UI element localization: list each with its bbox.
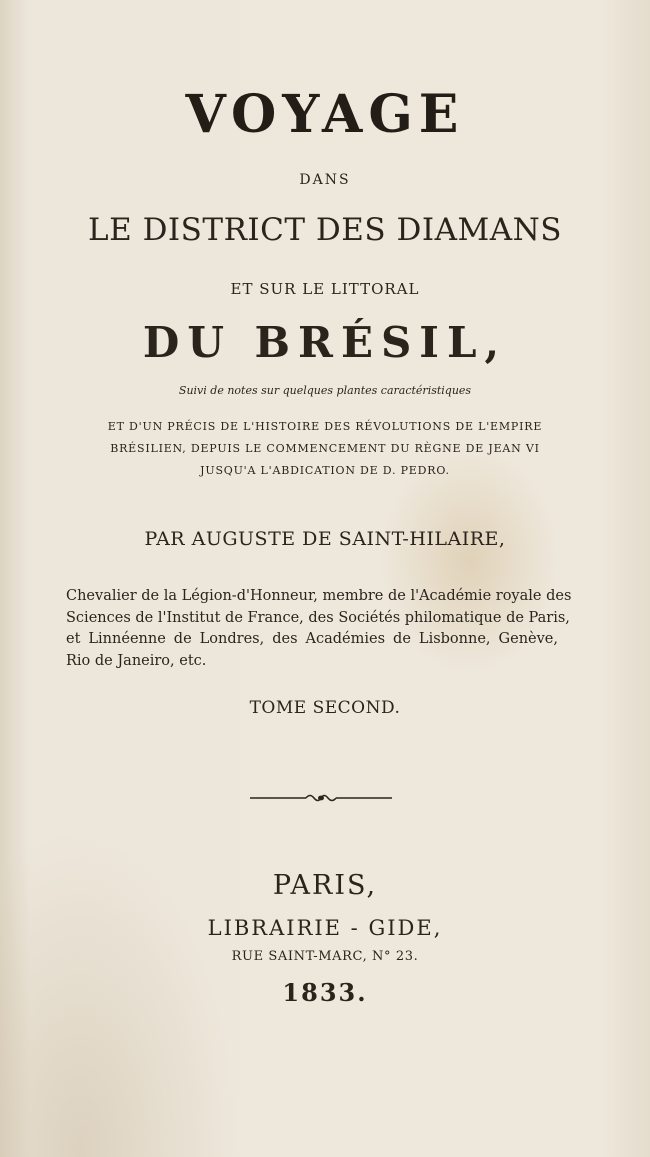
imprint-city: PARIS,	[272, 870, 378, 901]
precis-line-1: ET D'UN PRÉCIS DE L'HISTOIRE DES RÉVOLUTIONS DE L'EMPIRE	[107, 420, 543, 433]
imprint-address: RUE SAINT-MARC, N° 23.	[231, 949, 419, 964]
qualification-line-1: Chevalier de la Légion-d'Honneur, membre de l'Académie royale des	[66, 588, 572, 604]
subtitle-littoral: ET SUR LE LITTORAL	[230, 280, 420, 298]
ornament-divider-icon	[248, 789, 394, 807]
subtitle-dans: DANS	[299, 172, 351, 188]
imprint-publisher: LIBRAIRIE - GIDE,	[207, 916, 443, 940]
precis-line-2: BRÉSILIEN, DEPUIS LE COMMENCEMENT DU RÈGNE DE JEAN VI	[110, 442, 540, 455]
qualification-line-3: et Linnéenne de Londres, des Académies de Lisbonne, Genève,	[66, 631, 558, 647]
imprint-year: 1833.	[282, 978, 368, 1007]
author-qualifications	[66, 586, 572, 672]
book-title: VOYAGE	[185, 84, 465, 145]
qualification-line-4: Rio de Janeiro, etc.	[66, 652, 207, 669]
qualification-line-2: Sciences de l'Institut de France, des Sociétés philomatique de Paris,	[66, 609, 570, 626]
subtitle-district: LE DISTRICT DES DIAMANS	[88, 212, 562, 248]
author-line: PAR AUGUSTE DE SAINT-HILAIRE,	[144, 528, 506, 550]
precis-line-3: JUSQU'A L'ABDICATION DE D. PEDRO.	[200, 464, 450, 477]
subtitle-bresil: DU BRÉSIL,	[142, 318, 508, 367]
volume-label: TOME SECOND.	[249, 698, 401, 718]
subtitle-notes: Suivi de notes sur quelques plantes caractéristiques	[178, 384, 472, 397]
